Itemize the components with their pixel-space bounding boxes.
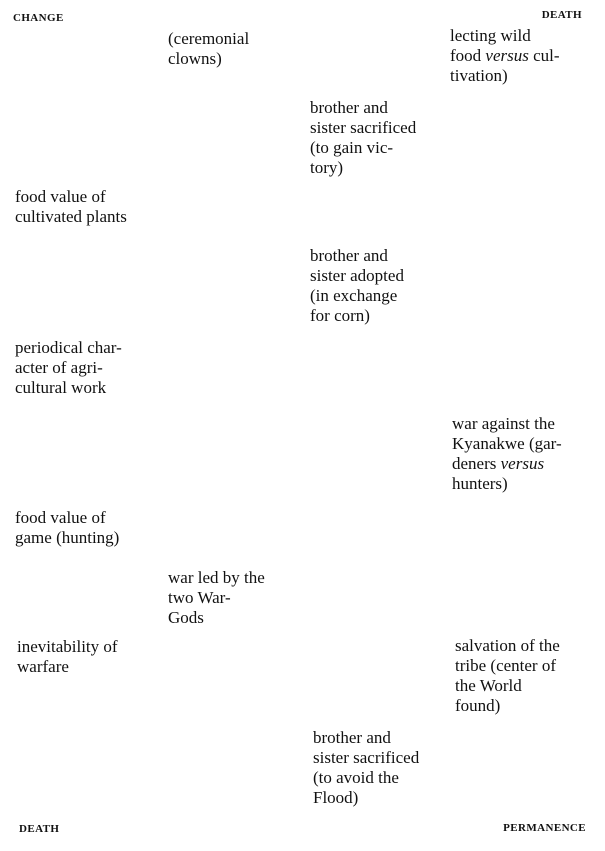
cell-line: periodical char- [15, 338, 122, 357]
cell-game-hunting [15, 508, 119, 548]
cell-kyanakwe [452, 414, 562, 494]
cell-line: (to gain vic- [310, 138, 394, 157]
cell-wild-food [450, 26, 560, 86]
corner-label-bottom-left: DEATH [19, 823, 60, 835]
cell-line: tivation) [450, 66, 508, 85]
cell-brother-sister-victory [310, 98, 416, 178]
cell-line: Gods [168, 608, 204, 627]
cell-line: cultivated plants [15, 207, 127, 226]
cell-inevitability [17, 637, 118, 677]
cell-line [450, 46, 560, 66]
cell-line: Kyanakwe (gar- [452, 434, 562, 453]
cell-line: war against the [452, 414, 555, 433]
cell-cultivated-plants [15, 187, 127, 227]
cell-line: inevitability of [17, 637, 118, 656]
cell-line: brother and [310, 98, 388, 117]
cell-text: cul- [528, 46, 560, 65]
cell-line: (to avoid the [313, 768, 399, 787]
cell-line: acter of agri- [15, 358, 103, 377]
cell-line: food value of [15, 187, 106, 206]
corner-label-top-left: CHANGE [13, 12, 64, 24]
cell-line: lecting wild [450, 26, 531, 45]
corner-label-bottom-right: PERMANENCE [503, 822, 586, 834]
cell-line: Flood) [313, 788, 359, 807]
cell-line: brother and [313, 728, 391, 747]
corner-label-top-right: DEATH [541, 9, 582, 21]
cell-line: game (hunting) [15, 528, 120, 547]
cell-line: sister sacrificed [310, 118, 417, 137]
cell-text: food [450, 46, 486, 65]
cell-line: two War- [168, 588, 231, 607]
cell-line [452, 454, 562, 474]
cell-line: war led by the [168, 568, 265, 587]
cell-text: deners [452, 454, 501, 473]
cell-line: cultural work [15, 378, 107, 397]
cell-line: sister adopted [310, 266, 404, 285]
cell-line: sister sacrificed [313, 748, 420, 767]
cell-line: food value of [15, 508, 106, 527]
cell-brother-sister-flood [313, 728, 419, 808]
cell-line: clowns) [168, 49, 222, 68]
cell-agricultural-work [15, 338, 122, 398]
cell-line: for corn) [310, 306, 370, 325]
cell-line: the World [455, 676, 522, 695]
cell-line: tribe (center of [455, 656, 556, 675]
cell-line: brother and [310, 246, 388, 265]
cell-line: hunters) [452, 474, 508, 493]
cell-line: (ceremonial [168, 29, 250, 48]
cell-line: warfare [17, 657, 69, 676]
cell-line: salvation of the [455, 636, 560, 655]
cell-line: (in exchange [310, 286, 398, 305]
cell-brother-sister-adopted [310, 246, 404, 326]
cell-ceremonial-clowns [168, 29, 249, 69]
cell-emphasis: versus [485, 46, 529, 65]
cell-line: found) [455, 696, 501, 715]
cell-emphasis: versus [500, 454, 545, 473]
cell-line: tory) [310, 158, 344, 177]
cell-salvation [455, 636, 560, 716]
cell-war-gods [168, 568, 265, 628]
